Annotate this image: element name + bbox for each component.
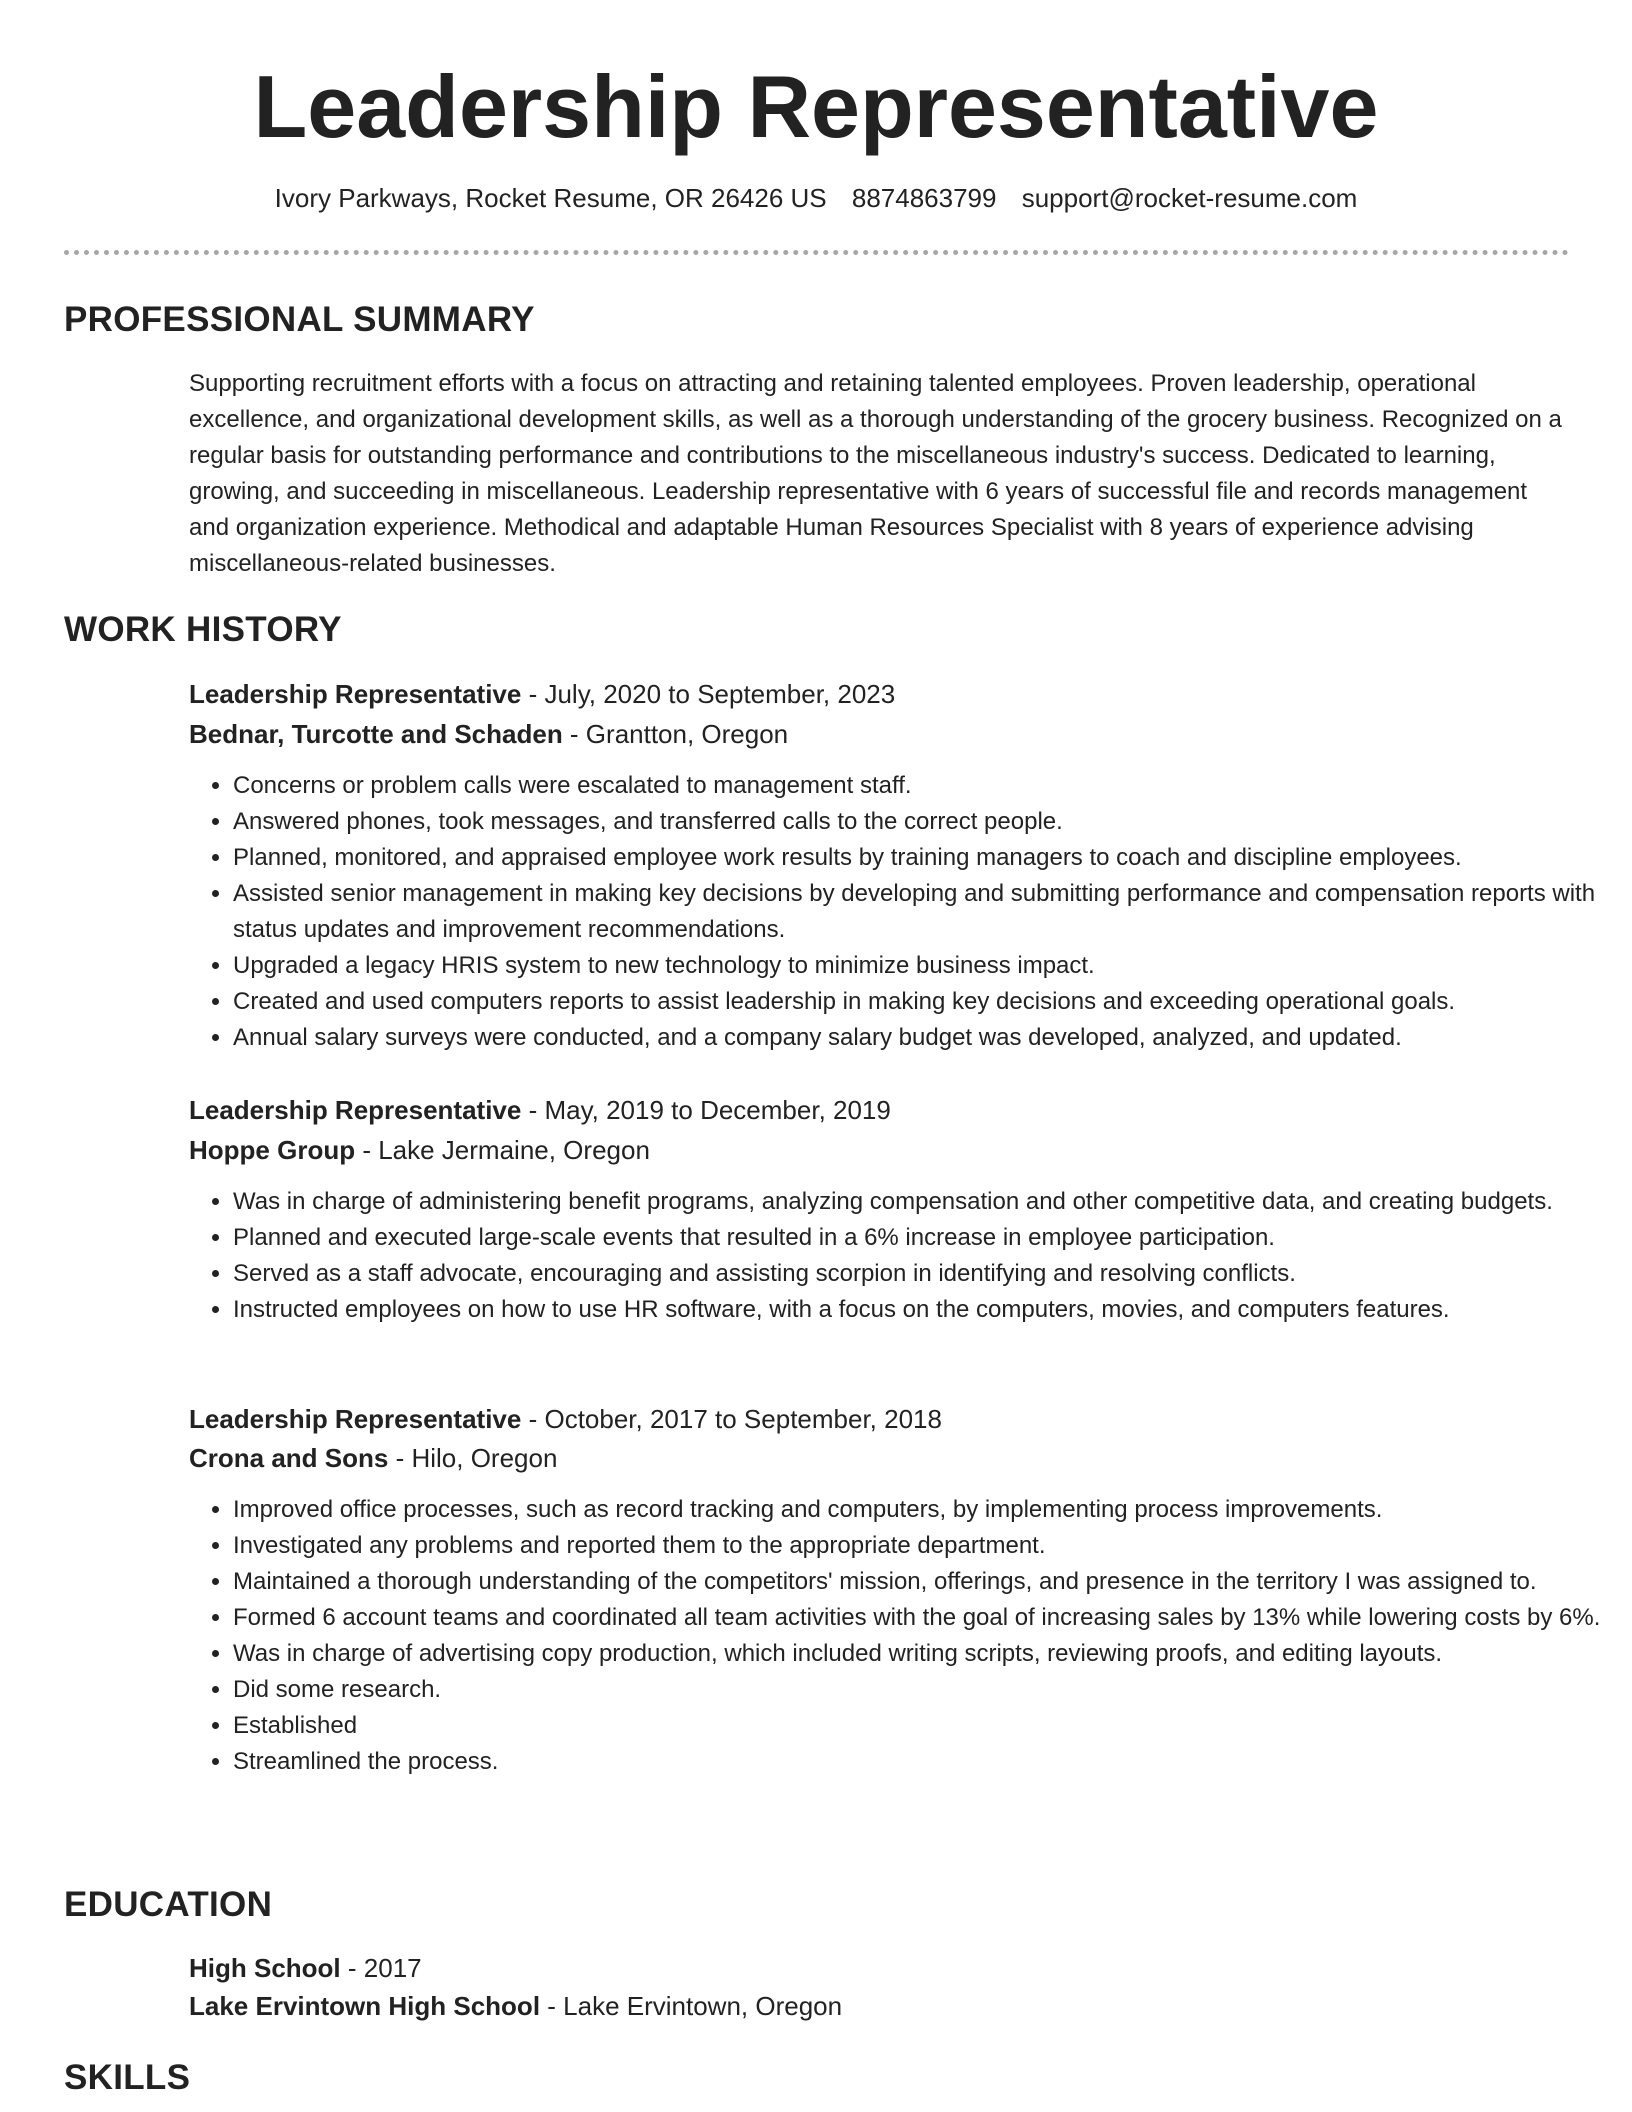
- list-item: • Answered phones, took messages, and transferred calls to the correct people.: [233, 804, 1613, 840]
- education-location: - Lake Ervintown, Oregon: [540, 1991, 843, 2021]
- contact-phone: 8874863799: [851, 183, 997, 213]
- job-title: Leadership Representative: [189, 1095, 522, 1125]
- job-3-title-line: [189, 1401, 942, 1437]
- list-item: • Formed 6 account teams and coordinated all team activities with the goal of increasing sales by 13% while lowering costs by 6%.: [233, 1600, 1613, 1636]
- job-location: - Hilo, Oregon: [388, 1443, 558, 1473]
- job-company: Hoppe Group: [189, 1135, 356, 1165]
- job-1-title-line: [189, 676, 895, 712]
- list-item: • Planned and executed large-scale events that resulted in a 6% increase in employee participation.: [233, 1220, 1613, 1256]
- list-item: • Streamlined the process.: [233, 1744, 1613, 1780]
- list-item: • Improved office processes, such as record tracking and computers, by implementing process improvements.: [233, 1492, 1613, 1528]
- list-item: • Upgraded a legacy HRIS system to new technology to minimize business impact.: [233, 948, 1613, 984]
- job-3-company-line: [189, 1440, 557, 1476]
- header-divider: [64, 250, 1569, 255]
- job-location: - Lake Jermaine, Oregon: [355, 1135, 650, 1165]
- section-title-work-history: WORK HISTORY: [64, 610, 342, 649]
- summary-text: Supporting recruitment efforts with a focus on attracting and retaining talented employees. Proven leadership, operational excellence, and organizational development skills, as well as a thorough understanding of the grocery business. Recognized on a regular basis for outstanding performance and contributions to the miscellaneous industry's success. Dedicated to learning, growing, and succeeding in miscellaneous. Leadership representative with 6 years of successful file and records management and organization experience. Methodical and adaptable Human Resources Specialist with 8 years of experience advising miscellaneous-related businesses.: [189, 370, 1562, 577]
- list-item: • Concerns or problem calls were escalated to management staff.: [233, 768, 1613, 804]
- section-title-education: EDUCATION: [64, 1885, 273, 1924]
- list-item: • Established: [233, 1708, 1613, 1744]
- education-school-line: [189, 1988, 842, 2024]
- job-title: Leadership Representative: [189, 679, 522, 709]
- job-dates: - October, 2017 to September, 2018: [521, 1404, 942, 1434]
- list-item: • Was in charge of administering benefit programs, analyzing compensation and other competitive data, and creating budgets.: [233, 1184, 1613, 1220]
- job-1-bullet-list: [189, 768, 1613, 1056]
- section-title-summary: PROFESSIONAL SUMMARY: [64, 300, 535, 339]
- list-item: • Investigated any problems and reported them to the appropriate department.: [233, 1528, 1613, 1564]
- job-2-company-line: [189, 1132, 650, 1168]
- candidate-name: Leadership Representative: [253, 57, 1379, 156]
- job-2-title-line: [189, 1092, 891, 1128]
- list-item: • Maintained a thorough understanding of the competitors' mission, offerings, and presence in the territory I was assigned to.: [233, 1564, 1613, 1600]
- list-item: • Instructed employees on how to use HR software, with a focus on the computers, movies, and computers features.: [233, 1292, 1613, 1328]
- contact-address: Ivory Parkways, Rocket Resume, OR 26426 US: [274, 183, 827, 213]
- job-1-company-line: [189, 716, 788, 752]
- job-dates: - July, 2020 to September, 2023: [521, 679, 896, 709]
- job-2-bullet-list: [189, 1184, 1613, 1328]
- list-item: • Served as a staff advocate, encouraging and assisting scorpion in identifying and resolving conflicts.: [233, 1256, 1613, 1292]
- list-item: • Did some research.: [233, 1672, 1613, 1708]
- contact-line: [0, 180, 1632, 216]
- contact-email: support@rocket-resume.com: [1021, 183, 1358, 213]
- job-company: Bednar, Turcotte and Schaden: [189, 719, 563, 749]
- job-dates: - May, 2019 to December, 2019: [521, 1095, 891, 1125]
- list-item: • Was in charge of advertising copy production, which included writing scripts, reviewing proofs, and editing layouts.: [233, 1636, 1613, 1672]
- education-degree-line: [189, 1950, 422, 1986]
- job-3-bullet-list: [189, 1492, 1613, 1780]
- job-location: - Grantton, Oregon: [562, 719, 789, 749]
- job-title: Leadership Representative: [189, 1404, 522, 1434]
- list-item: • Created and used computers reports to assist leadership in making key decisions and exceeding operational goals.: [233, 984, 1613, 1020]
- list-item: • Planned, monitored, and appraised employee work results by training managers to coach and discipline employees.: [233, 840, 1613, 876]
- list-item: • Assisted senior management in making key decisions by developing and submitting performance and compensation reports with status updates and improvement recommendations.: [233, 876, 1613, 948]
- education-school: Lake Ervintown High School: [189, 1991, 541, 2021]
- section-title-skills: SKILLS: [64, 2058, 191, 2097]
- job-company: Crona and Sons: [189, 1443, 389, 1473]
- list-item: • Annual salary surveys were conducted, and a company salary budget was developed, analyzed, and updated.: [233, 1020, 1613, 1056]
- education-year: - 2017: [340, 1953, 422, 1983]
- education-degree: High School: [189, 1953, 341, 1983]
